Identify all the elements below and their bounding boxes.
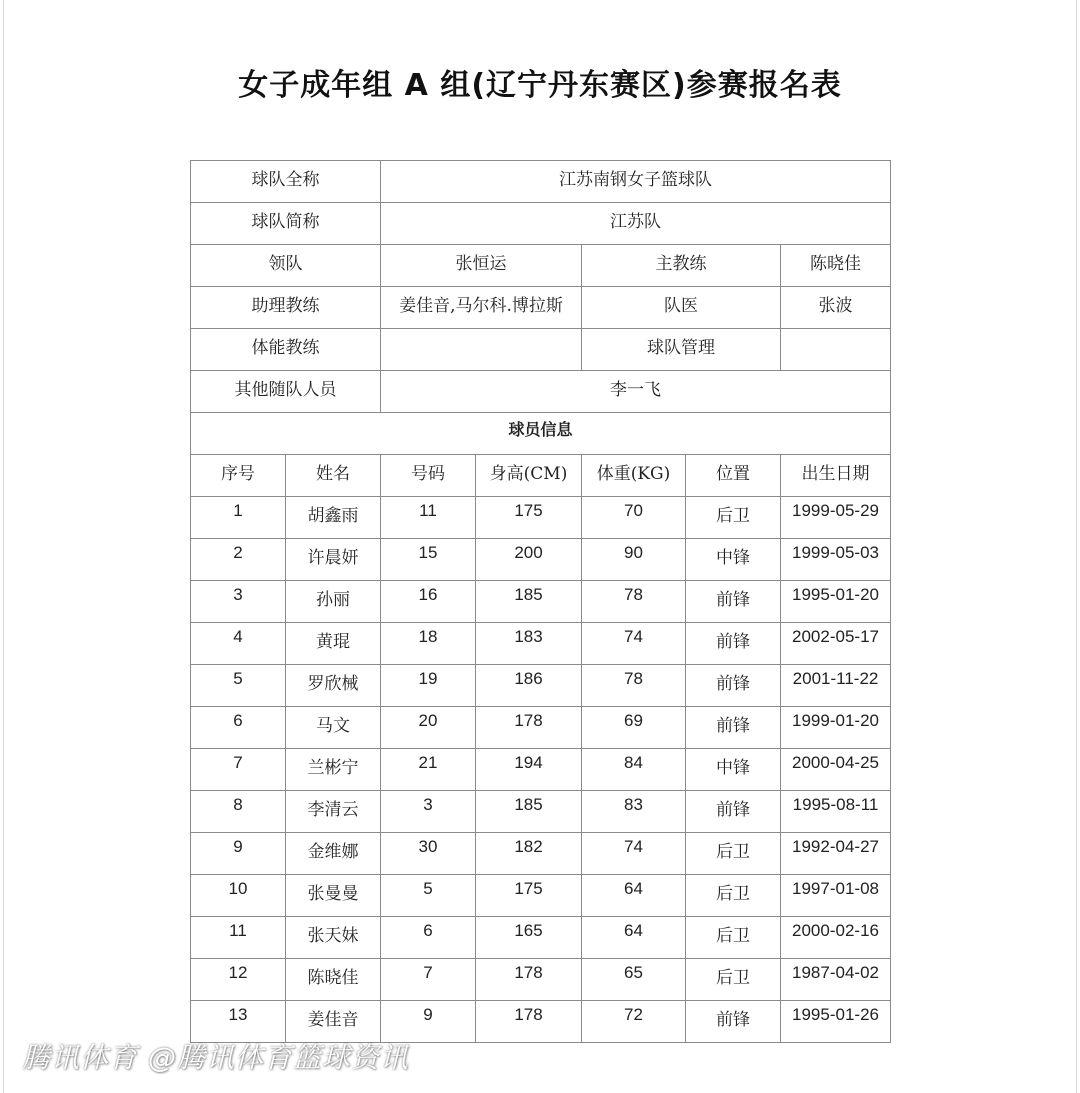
player-dob-cell: 2002-05-17 — [781, 623, 891, 665]
player-name-cell: 胡鑫雨 — [286, 497, 381, 539]
player-dob-cell: 1997-01-08 — [781, 875, 891, 917]
player-name-cell: 陈晓佳 — [286, 959, 381, 1001]
fitness-manager-row — [191, 329, 891, 371]
player-dob-cell: 1992-04-27 — [781, 833, 891, 875]
player-weight-cell: 64 — [582, 875, 686, 917]
player-position-cell: 前锋 — [686, 791, 781, 833]
player-name-cell: 许晨妍 — [286, 539, 381, 581]
player-row — [191, 539, 891, 581]
leader-coach-row — [191, 245, 891, 287]
player-name-cell: 黄琨 — [286, 623, 381, 665]
player-position-cell: 前锋 — [686, 1001, 781, 1043]
player-name-cell: 张天妹 — [286, 917, 381, 959]
player-number-cell: 13 — [191, 1001, 286, 1043]
column-header: 序号 — [191, 455, 286, 497]
fitness-coach-value — [381, 329, 582, 371]
player-height-cell: 182 — [476, 833, 582, 875]
player-weight-cell: 72 — [582, 1001, 686, 1043]
player-dob-cell: 1999-05-29 — [781, 497, 891, 539]
player-name-cell: 李清云 — [286, 791, 381, 833]
doctor-label: 队医 — [582, 287, 781, 329]
player-weight-cell: 78 — [582, 665, 686, 707]
player-position-cell: 中锋 — [686, 749, 781, 791]
player-height-cell: 178 — [476, 959, 582, 1001]
player-height-cell: 165 — [476, 917, 582, 959]
player-position-cell: 后卫 — [686, 917, 781, 959]
player-dob-cell: 2000-04-25 — [781, 749, 891, 791]
player-weight-cell: 65 — [582, 959, 686, 1001]
players-section-row — [191, 413, 891, 455]
team-manager-value — [781, 329, 891, 371]
player-row — [191, 917, 891, 959]
player-weight-cell: 74 — [582, 833, 686, 875]
player-jersey-cell: 20 — [381, 707, 476, 749]
player-dob-cell: 1999-05-03 — [781, 539, 891, 581]
player-height-cell: 185 — [476, 791, 582, 833]
head-coach-value: 陈晓佳 — [781, 245, 891, 287]
player-position-cell: 后卫 — [686, 497, 781, 539]
team-full-name-label: 球队全称 — [191, 161, 381, 203]
doctor-value: 张波 — [781, 287, 891, 329]
player-name-cell: 罗欣械 — [286, 665, 381, 707]
watermark-text: 腾讯体育 @腾讯体育篮球资讯 — [22, 1041, 409, 1074]
player-height-cell: 200 — [476, 539, 582, 581]
player-dob-cell: 2001-11-22 — [781, 665, 891, 707]
column-header: 身高(CM) — [476, 455, 582, 497]
player-weight-cell: 70 — [582, 497, 686, 539]
player-row — [191, 791, 891, 833]
players-header-row — [191, 455, 891, 497]
player-number-cell: 6 — [191, 707, 286, 749]
player-dob-cell: 1999-01-20 — [781, 707, 891, 749]
other-staff-label: 其他随队人员 — [191, 371, 381, 413]
player-row — [191, 665, 891, 707]
player-row — [191, 833, 891, 875]
player-height-cell: 175 — [476, 875, 582, 917]
leader-label: 领队 — [191, 245, 381, 287]
player-name-cell: 姜佳音 — [286, 1001, 381, 1043]
player-jersey-cell: 6 — [381, 917, 476, 959]
player-height-cell: 186 — [476, 665, 582, 707]
document-title: 女子成年组 A 组(辽宁丹东赛区)参赛报名表 — [238, 68, 842, 103]
player-row — [191, 959, 891, 1001]
player-position-cell: 后卫 — [686, 959, 781, 1001]
player-position-cell: 前锋 — [686, 581, 781, 623]
player-jersey-cell: 16 — [381, 581, 476, 623]
other-staff-value: 李一飞 — [381, 371, 891, 413]
player-weight-cell: 69 — [582, 707, 686, 749]
player-weight-cell: 74 — [582, 623, 686, 665]
fitness-coach-label: 体能教练 — [191, 329, 381, 371]
player-position-cell: 中锋 — [686, 539, 781, 581]
registration-table — [190, 160, 891, 1043]
player-number-cell: 2 — [191, 539, 286, 581]
player-name-cell: 孙丽 — [286, 581, 381, 623]
player-row — [191, 581, 891, 623]
player-height-cell: 194 — [476, 749, 582, 791]
assistant-doctor-row — [191, 287, 891, 329]
player-position-cell: 后卫 — [686, 875, 781, 917]
player-number-cell: 3 — [191, 581, 286, 623]
player-weight-cell: 83 — [582, 791, 686, 833]
column-header: 姓名 — [286, 455, 381, 497]
player-jersey-cell: 30 — [381, 833, 476, 875]
players-section-header: 球员信息 — [191, 413, 891, 455]
player-row — [191, 623, 891, 665]
player-position-cell: 前锋 — [686, 665, 781, 707]
page-edge-left — [3, 0, 4, 1093]
player-number-cell: 1 — [191, 497, 286, 539]
player-weight-cell: 64 — [582, 917, 686, 959]
player-jersey-cell: 5 — [381, 875, 476, 917]
leader-value: 张恒运 — [381, 245, 582, 287]
player-dob-cell: 1995-01-20 — [781, 581, 891, 623]
player-number-cell: 5 — [191, 665, 286, 707]
player-jersey-cell: 9 — [381, 1001, 476, 1043]
player-height-cell: 185 — [476, 581, 582, 623]
player-name-cell: 兰彬宁 — [286, 749, 381, 791]
player-name-cell: 张曼曼 — [286, 875, 381, 917]
player-number-cell: 11 — [191, 917, 286, 959]
player-jersey-cell: 18 — [381, 623, 476, 665]
player-weight-cell: 90 — [582, 539, 686, 581]
other-staff-row — [191, 371, 891, 413]
player-number-cell: 12 — [191, 959, 286, 1001]
player-jersey-cell: 21 — [381, 749, 476, 791]
player-number-cell: 9 — [191, 833, 286, 875]
player-name-cell: 马文 — [286, 707, 381, 749]
team-manager-label: 球队管理 — [582, 329, 781, 371]
player-jersey-cell: 3 — [381, 791, 476, 833]
player-name-cell: 金维娜 — [286, 833, 381, 875]
player-position-cell: 前锋 — [686, 623, 781, 665]
assistant-coach-value: 姜佳音,马尔科.博拉斯 — [381, 287, 582, 329]
player-position-cell: 前锋 — [686, 707, 781, 749]
player-jersey-cell: 11 — [381, 497, 476, 539]
team-short-name-label: 球队简称 — [191, 203, 381, 245]
player-weight-cell: 84 — [582, 749, 686, 791]
column-header: 出生日期 — [781, 455, 891, 497]
head-coach-label: 主教练 — [582, 245, 781, 287]
player-height-cell: 183 — [476, 623, 582, 665]
player-row — [191, 875, 891, 917]
player-dob-cell: 2000-02-16 — [781, 917, 891, 959]
player-row — [191, 497, 891, 539]
player-jersey-cell: 19 — [381, 665, 476, 707]
team-full-name-row — [191, 161, 891, 203]
assistant-coach-label: 助理教练 — [191, 287, 381, 329]
player-number-cell: 8 — [191, 791, 286, 833]
player-jersey-cell: 7 — [381, 959, 476, 1001]
player-height-cell: 178 — [476, 1001, 582, 1043]
player-jersey-cell: 15 — [381, 539, 476, 581]
player-height-cell: 178 — [476, 707, 582, 749]
player-number-cell: 10 — [191, 875, 286, 917]
player-number-cell: 7 — [191, 749, 286, 791]
column-header: 号码 — [381, 455, 476, 497]
player-dob-cell: 1987-04-02 — [781, 959, 891, 1001]
player-number-cell: 4 — [191, 623, 286, 665]
team-short-name-value: 江苏队 — [381, 203, 891, 245]
player-dob-cell: 1995-08-11 — [781, 791, 891, 833]
page-edge-right — [1076, 0, 1077, 1093]
player-dob-cell: 1995-01-26 — [781, 1001, 891, 1043]
player-height-cell: 175 — [476, 497, 582, 539]
column-header: 体重(KG) — [582, 455, 686, 497]
player-weight-cell: 78 — [582, 581, 686, 623]
column-header: 位置 — [686, 455, 781, 497]
player-row — [191, 749, 891, 791]
team-full-name-value: 江苏南钢女子篮球队 — [381, 161, 891, 203]
team-short-name-row — [191, 203, 891, 245]
player-position-cell: 后卫 — [686, 833, 781, 875]
player-row — [191, 707, 891, 749]
